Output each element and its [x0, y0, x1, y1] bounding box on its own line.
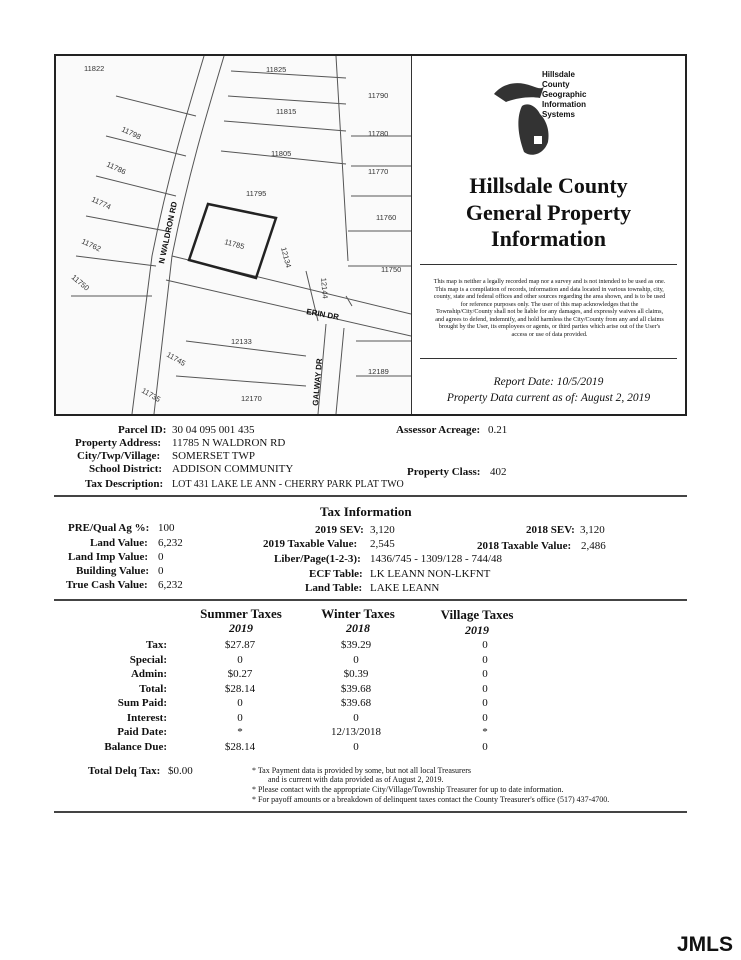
- title-line-1: Hillsdale County: [469, 173, 628, 198]
- building-value: 0: [158, 565, 164, 577]
- land-value: 6,232: [158, 537, 183, 549]
- winter-tax-cell: 0: [353, 711, 359, 724]
- tax-row-label: Special:: [129, 653, 167, 666]
- parcel-map-drawing: [56, 56, 411, 414]
- village-tax-cell: 0: [482, 682, 488, 695]
- tax-row-label: Paid Date:: [117, 726, 167, 738]
- sev2018-value: 3,120: [580, 524, 605, 536]
- title-panel: [412, 56, 685, 414]
- pre-value: 100: [158, 522, 175, 534]
- summer-tax-cell: $28.14: [224, 682, 256, 695]
- summer-tax-cell: 0: [237, 711, 243, 724]
- taxable2018-value: 2,486: [581, 540, 606, 552]
- delq-label: Total Delq Tax:: [88, 765, 161, 777]
- school-label: School District:: [89, 463, 163, 475]
- village-tax-cell: 0: [482, 711, 488, 724]
- sev2019-value: 3,120: [370, 524, 395, 536]
- address-label: Property Address:: [75, 437, 162, 449]
- village-taxes-year: 2019: [465, 623, 489, 637]
- summer-tax-cell: $27.87: [224, 639, 256, 651]
- summer-tax-cell: $0.27: [227, 668, 253, 680]
- logo-text-line: County: [542, 80, 570, 89]
- lot-number: 12133: [231, 337, 252, 346]
- summer-tax-cell: *: [237, 726, 243, 738]
- road-labels: [157, 201, 340, 407]
- land-value-label: Land Value:: [90, 537, 148, 549]
- lot-number: 11786: [105, 159, 128, 177]
- village-tax-cell: 0: [482, 639, 488, 651]
- summer-tax-cell: 0: [237, 653, 243, 666]
- tax-row-label: Balance Due:: [104, 740, 167, 753]
- liber-value: 1436/745 - 1309/128 - 744/48: [370, 553, 502, 565]
- disclaimer-text: This map is neither a legally recorded map nor a survey and is not intended to be used as one. This map is a compilation of records, information and data located in various township, city, county, state and federal offices and other sources regarding the area shown, and is to be used for reference purposes only. The user of this map acknowledges that the Township/City/County shall not be liable for any damages, and expressly waives all claims, and agrees to defend, indemnify, and hold harmless the City/County from any and all claims brought by the User, its employees or agents, or third parties which arise out of the User's access or use of data provided.: [433, 278, 666, 338]
- lot-lines: [176, 341, 306, 386]
- ecf-value: LK LEANN NON-LKFNT: [370, 568, 491, 580]
- pre-label: PRE/Qual Ag %:: [68, 522, 150, 534]
- class-value: 402: [490, 466, 507, 478]
- land-imp-label: Land Imp Value:: [68, 551, 149, 563]
- lot-number: 11780: [368, 129, 389, 138]
- lot-number: 12134: [279, 246, 294, 269]
- header-frame: [54, 54, 687, 416]
- summer-tax-cell: 0: [237, 697, 243, 709]
- lot-number: 11745: [165, 349, 188, 368]
- lot-lines: [348, 136, 411, 266]
- note-line: and is current with data provided as of August 2, 2019.: [268, 775, 444, 784]
- winter-taxes-header: Winter Taxes: [321, 606, 395, 621]
- lot-number: 11805: [271, 149, 292, 158]
- winter-tax-cell: $0.39: [343, 668, 369, 680]
- delq-value: $0.00: [168, 765, 193, 777]
- section-divider: [54, 495, 687, 497]
- summer-tax-cell: $28.14: [224, 740, 256, 753]
- road-name: GALWAY DR: [311, 357, 325, 407]
- note-line: * Please contact with the appropriate City/Village/Township Treasurer for up to date information.: [252, 785, 564, 794]
- lot-number: 12170: [241, 394, 262, 403]
- village-tax-cell: 0: [482, 653, 488, 666]
- description-value: LOT 431 LAKE LE ANN - CHERRY PARK PLAT TWO: [172, 479, 404, 490]
- village-tax-cell: 0: [482, 697, 488, 709]
- section-divider: [54, 811, 687, 813]
- liber-label: Liber/Page(1-2-3):: [274, 553, 361, 565]
- tax-row-label: Total:: [139, 682, 167, 695]
- tax-row-label: Interest:: [126, 711, 167, 724]
- taxable2018-label: 2018 Taxable Value:: [477, 540, 572, 552]
- lot-lines: [71, 96, 196, 296]
- road-name: ERIN DR: [305, 307, 340, 322]
- title-line-2: General Property: [465, 200, 632, 225]
- lot-number: 12189: [368, 367, 389, 376]
- lot-number: 11774: [90, 194, 113, 212]
- road-edge: [166, 280, 411, 336]
- data-current-date: Property Data current as of: August 2, 2019: [446, 392, 651, 404]
- true-cash-value: 6,232: [158, 579, 183, 591]
- winter-tax-cell: $39.29: [340, 639, 372, 651]
- village-tax-cell: 0: [482, 740, 488, 753]
- logo-text: [542, 70, 586, 120]
- lot-number: 11822: [84, 64, 105, 73]
- winter-tax-cell: $39.68: [340, 697, 372, 709]
- report-date: Report Date: 10/5/2019: [493, 376, 604, 388]
- summer-taxes-year: 2019: [229, 621, 253, 635]
- land-table-label: Land Table:: [305, 582, 363, 594]
- lot-number: 11825: [266, 65, 287, 74]
- lot-number: 12144: [319, 277, 330, 299]
- parcel-label: Parcel ID:: [118, 424, 167, 436]
- building-label: Building Value:: [76, 565, 150, 577]
- school-value: ADDISON COMMUNITY: [172, 463, 294, 475]
- winter-taxes-year: 2018: [346, 621, 370, 635]
- lot-number: 11795: [246, 189, 267, 198]
- lot-number: 11735: [140, 385, 163, 404]
- summer-taxes-header: Summer Taxes: [200, 606, 282, 621]
- lot-number: 11770: [368, 167, 389, 176]
- class-label: Property Class:: [407, 466, 481, 478]
- acreage-value: 0.21: [488, 424, 508, 436]
- parcel-map: [56, 56, 412, 414]
- lot-number: 11798: [120, 124, 143, 142]
- lot-number: 11750: [381, 265, 402, 274]
- sev2019-label: 2019 SEV:: [315, 524, 364, 536]
- lot-number: 11760: [376, 213, 397, 222]
- winter-tax-cell: 0: [353, 740, 359, 753]
- city-value: SOMERSET TWP: [172, 450, 256, 462]
- lot-number: 11762: [80, 236, 103, 254]
- lot-number: 11750: [69, 272, 92, 293]
- village-tax-cell: *: [482, 726, 488, 738]
- land-table-value: LAKE LEANN: [370, 582, 440, 594]
- title-line-3: Information: [491, 226, 606, 251]
- lot-number: 11790: [368, 91, 389, 100]
- divider: [420, 264, 677, 265]
- parcel-value: 30 04 095 001 435: [172, 424, 255, 436]
- note-line: * For payoff amounts or a breakdown of delinquent taxes contact the County Treasurer's office (517) 437-4700.: [252, 795, 610, 804]
- logo-text-line: Hillsdale: [542, 70, 575, 79]
- road-edge: [336, 328, 344, 414]
- taxable2019-value: 2,545: [370, 538, 395, 550]
- description-label: Tax Description:: [85, 478, 164, 490]
- logo-text-line: Information: [542, 100, 586, 109]
- lot-number: 11785: [223, 237, 246, 252]
- road-name: N WALDRON RD: [157, 200, 180, 265]
- acreage-label: Assessor Acreage:: [396, 424, 481, 436]
- sev2018-label: 2018 SEV:: [526, 524, 575, 536]
- divider: [420, 358, 677, 359]
- tax-information-title: Tax Information: [320, 504, 412, 519]
- logo-text-line: Systems: [542, 110, 575, 119]
- lot-number: 11815: [276, 107, 297, 116]
- taxable2019-label: 2019 Taxable Value:: [263, 538, 358, 550]
- lot-labels: [69, 64, 402, 407]
- tax-row-label: Sum Paid:: [117, 697, 167, 709]
- ecf-label: ECF Table:: [309, 568, 363, 580]
- jmls-watermark: JMLS: [676, 933, 733, 956]
- true-cash-label: True Cash Value:: [66, 579, 148, 591]
- section-divider: [54, 599, 687, 601]
- lot-lines: [221, 56, 348, 261]
- tax-row-label: Tax:: [146, 639, 167, 651]
- land-imp-value: 0: [158, 551, 164, 563]
- village-taxes-header: Village Taxes: [440, 607, 514, 622]
- winter-tax-cell: 0: [353, 653, 359, 666]
- winter-tax-cell: 12/13/2018: [330, 726, 382, 738]
- tax-row-label: Admin:: [130, 668, 167, 680]
- logo-text-line: Geographic: [542, 90, 587, 99]
- village-tax-cell: 0: [482, 668, 488, 680]
- address-value: 11785 N WALDRON RD: [172, 437, 286, 449]
- note-line: * Tax Payment data is provided by some, but not all local Treasurers: [252, 766, 472, 775]
- city-label: City/Twp/Village:: [77, 450, 161, 462]
- winter-tax-cell: $39.68: [340, 682, 372, 695]
